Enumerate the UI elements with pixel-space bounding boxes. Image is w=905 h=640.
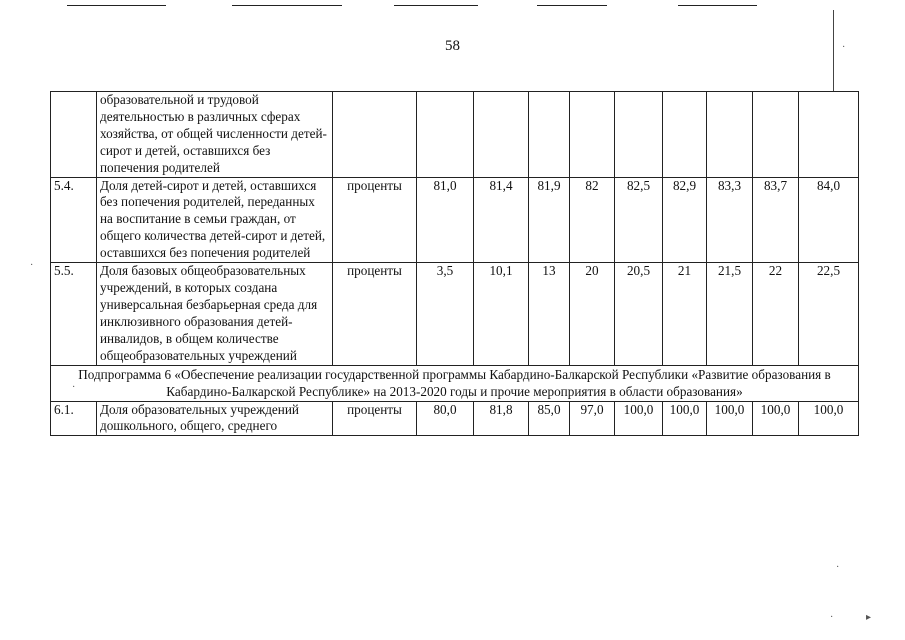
header-rule: [394, 5, 478, 6]
header-rule: [678, 5, 757, 6]
value-cell: [474, 92, 529, 178]
subprogram-title: Подпрограмма 6 «Обеспечение реализации государственной программы Кабардино-Балкарской Республики «Развитие образования в Кабардино-Балкарской Республике» на 2013-2020 годы и прочие мероприятия в области образования»: [51, 365, 859, 401]
indicators-table: [50, 91, 859, 436]
value-cell: 81,4: [474, 177, 529, 263]
scan-speck: ▸: [866, 612, 872, 623]
indicator-name: Доля детей-сирот и детей, оставшихся без попечения родителей, переданных на воспитание в семьи граждан, от общего количества детей-сирот и детей, оставшихся без попечения родителей: [97, 177, 333, 263]
scan-speck: ·: [842, 42, 846, 53]
value-cell: [663, 92, 707, 178]
subprogram-row: [51, 365, 859, 401]
unit-cell: проценты: [333, 401, 417, 436]
value-cell: 13: [529, 263, 570, 365]
value-cell: [529, 92, 570, 178]
value-cell: 97,0: [570, 401, 615, 436]
unit-cell: проценты: [333, 177, 417, 263]
row-number: [51, 92, 97, 178]
value-cell: [570, 92, 615, 178]
value-cell: 83,3: [707, 177, 753, 263]
row-number: 5.5.: [51, 263, 97, 365]
header-rule: [537, 5, 607, 6]
value-cell: 82: [570, 177, 615, 263]
header-rule: [232, 5, 342, 6]
value-cell: 100,0: [663, 401, 707, 436]
table-row: [51, 263, 859, 365]
table-row: [51, 177, 859, 263]
indicator-name: Доля базовых общеобразовательных учреждений, в которых создана универсальная безбарьерная среда для инклюзивного образования детей-инвалидов, в общем количестве общеобразовательных учреждений: [97, 263, 333, 365]
row-number: 6.1.: [51, 401, 97, 436]
value-cell: 3,5: [417, 263, 474, 365]
value-cell: [615, 92, 663, 178]
value-cell: 80,0: [417, 401, 474, 436]
value-cell: 82,5: [615, 177, 663, 263]
value-cell: [799, 92, 859, 178]
value-cell: 83,7: [753, 177, 799, 263]
scan-speck: ·: [830, 612, 834, 623]
value-cell: [417, 92, 474, 178]
unit-cell: [333, 92, 417, 178]
table-row: [51, 401, 859, 436]
unit-cell: проценты: [333, 263, 417, 365]
value-cell: 21: [663, 263, 707, 365]
value-cell: 20,5: [615, 263, 663, 365]
page-number: 58: [445, 38, 460, 54]
scan-speck: ·: [72, 382, 76, 393]
table-row: [51, 92, 859, 178]
value-cell: 81,0: [417, 177, 474, 263]
value-cell: 85,0: [529, 401, 570, 436]
value-cell: 10,1: [474, 263, 529, 365]
value-cell: 81,9: [529, 177, 570, 263]
value-cell: 22: [753, 263, 799, 365]
indicator-name: Доля образовательных учреждений дошкольного, общего, среднего: [97, 401, 333, 436]
value-cell: 84,0: [799, 177, 859, 263]
value-cell: 100,0: [615, 401, 663, 436]
value-cell: 81,8: [474, 401, 529, 436]
value-cell: 100,0: [707, 401, 753, 436]
indicator-name: образовательной и трудовой деятельностью в различных сферах хозяйства, от общей численности детей-сирот и детей, оставшихся без попечения родителей: [97, 92, 333, 178]
value-cell: 82,9: [663, 177, 707, 263]
scan-speck: ·: [30, 260, 34, 271]
value-cell: 21,5: [707, 263, 753, 365]
value-cell: 100,0: [799, 401, 859, 436]
value-cell: 22,5: [799, 263, 859, 365]
scan-speck: ·: [836, 562, 840, 573]
value-cell: 20: [570, 263, 615, 365]
value-cell: [753, 92, 799, 178]
header-rule: [67, 5, 166, 6]
value-cell: [707, 92, 753, 178]
value-cell: 100,0: [753, 401, 799, 436]
table-body: [51, 92, 859, 436]
row-number: 5.4.: [51, 177, 97, 263]
